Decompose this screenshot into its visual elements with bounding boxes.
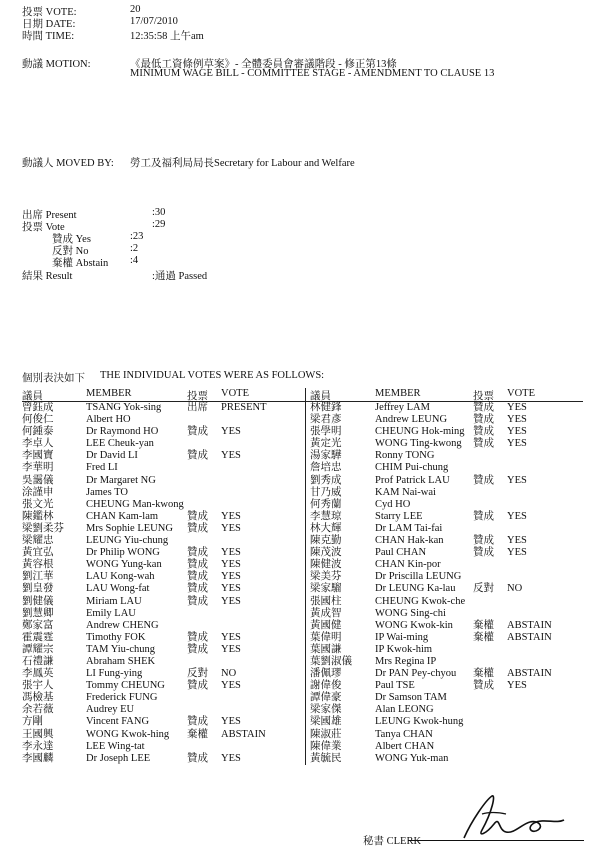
table-row: [22, 620, 305, 632]
vote-cn: 贊成: [187, 547, 208, 559]
member-name-cn: 李永達: [22, 740, 54, 752]
member-name: Andrew CHENG: [86, 619, 159, 631]
table-row: [306, 753, 583, 765]
member-name-cn: 張文光: [22, 498, 54, 510]
member-name-cn: 余若薇: [22, 704, 54, 716]
motion-title-english: MINIMUM WAGE BILL - COMMITTEE STAGE - AMENDMENT TO CLAUSE 13: [130, 68, 495, 79]
member-name: Fred LI: [86, 462, 118, 474]
table-row: [306, 462, 583, 474]
member-name-cn: 葉國謙: [310, 643, 342, 655]
vote-cn: 贊成: [473, 535, 494, 547]
table-row: [306, 402, 583, 414]
member-name-cn: 方剛: [22, 716, 43, 728]
member-name-cn: 潘佩璆: [310, 668, 342, 680]
vote-en: YES: [221, 752, 241, 764]
vote-number-label: 投票 VOTE:: [22, 7, 77, 18]
clerk-signature: [452, 790, 572, 845]
member-name-cn: 陳偉業: [310, 740, 342, 752]
vote-en: YES: [221, 716, 241, 728]
moved-by-value: 勞工及福利局局長Secretary for Labour and Welfare: [130, 158, 355, 169]
yes-label: 贊成 Yes: [52, 234, 91, 245]
member-name: Andrew LEUNG: [375, 414, 448, 426]
member-name-cn: 劉健儀: [22, 595, 54, 607]
member-name: Starry LEE: [375, 510, 423, 522]
member-name-cn: 黃毓民: [310, 752, 342, 764]
time-value: 12:35:58 上午am: [130, 31, 204, 42]
table-row: [306, 704, 583, 716]
member-name: LAU Wong-fat: [86, 583, 150, 595]
member-name: CHAN Hak-kan: [375, 535, 444, 547]
vote-en: YES: [221, 631, 241, 643]
clerk-signature-line: [408, 840, 584, 841]
vote-cn: 贊成: [187, 571, 208, 583]
table-row: [22, 414, 305, 426]
member-name: LEUNG Yiu-chung: [86, 535, 169, 547]
header-vote-cn: 投票: [473, 391, 494, 402]
table-row: [306, 475, 583, 487]
member-name: Albert CHAN: [375, 740, 435, 752]
member-name-cn: 梁美芬: [310, 571, 342, 583]
vote-en: YES: [507, 426, 527, 438]
member-name-cn: 謝偉俊: [310, 680, 342, 692]
member-name-cn: 張宇人: [22, 680, 54, 692]
moved-by-label: 動議人 MOVED BY:: [22, 158, 114, 169]
header-name-cn: 議員: [310, 391, 331, 402]
member-name-cn: 鄭家富: [22, 619, 54, 631]
member-name-cn: 李卓人: [22, 438, 54, 450]
member-name: LEE Wing-tat: [86, 740, 145, 752]
table-row: [22, 511, 305, 523]
table-row: [306, 414, 583, 426]
member-name-cn: 何秀蘭: [310, 498, 342, 510]
vote-en: YES: [507, 474, 527, 486]
member-name-cn: 林大輝: [310, 522, 342, 534]
header-vote: VOTE: [507, 388, 535, 399]
votes-table-left: [22, 388, 305, 765]
member-name: Dr Raymond HO: [86, 426, 159, 438]
member-name-cn: 林健鋒: [310, 402, 342, 413]
table-row: [306, 559, 583, 571]
member-name-cn: 譚耀宗: [22, 643, 54, 655]
vote-en: YES: [221, 450, 241, 462]
member-name: Jeffrey LAM: [375, 402, 430, 413]
vote-en: NO: [221, 668, 237, 680]
member-name: Abraham SHEK: [86, 655, 156, 667]
member-name: WONG Sing-chi: [375, 607, 446, 619]
member-name-cn: 曾鈺成: [22, 402, 54, 413]
vote-count-label: 投票 Vote: [22, 222, 65, 233]
vote-cn: 棄權: [473, 631, 494, 643]
member-name: Timothy FOK: [86, 631, 146, 643]
member-name: IP Kwok-him: [375, 643, 433, 655]
member-name: Dr Samson TAM: [375, 692, 447, 704]
member-name-cn: 霍震霆: [22, 631, 54, 643]
table-row: [306, 668, 583, 680]
table-row: [22, 644, 305, 656]
table-body-right: [306, 402, 583, 765]
vote-cn: 贊成: [187, 680, 208, 692]
table-row: [22, 499, 305, 511]
vote-en: ABSTAIN: [507, 619, 552, 631]
table-row: [22, 547, 305, 559]
vote-en: YES: [221, 510, 241, 522]
member-name-cn: 梁劉柔芬: [22, 522, 64, 534]
vote-en: YES: [221, 643, 241, 655]
member-name: Cyd HO: [375, 498, 411, 510]
member-name-cn: 湯家驊: [310, 450, 342, 462]
table-row: [22, 729, 305, 741]
date-value: 17/07/2010: [130, 16, 178, 27]
table-row: [306, 487, 583, 499]
table-row: [306, 547, 583, 559]
member-name: LEUNG Kwok-hung: [375, 716, 464, 728]
table-row: [22, 535, 305, 547]
member-name: WONG Kwok-hing: [86, 728, 170, 740]
table-row: [306, 596, 583, 608]
member-name: Paul TSE: [375, 680, 415, 692]
vote-cn: 贊成: [187, 643, 208, 655]
member-name-cn: 梁耀忠: [22, 535, 54, 547]
vote-cn: 棄權: [473, 668, 494, 680]
table-row: [306, 523, 583, 535]
member-name-cn: 甘乃威: [310, 486, 342, 498]
member-name: Frederick FUNG: [86, 692, 158, 704]
vote-cn: 贊成: [473, 426, 494, 438]
vote-cn: 棄權: [187, 728, 208, 740]
member-name-cn: 李慧琼: [310, 510, 342, 522]
member-name: Prof Patrick LAU: [375, 474, 450, 486]
no-label: 反對 No: [52, 246, 89, 257]
vote-cn: 反對: [187, 668, 208, 680]
member-name: Dr Philip WONG: [86, 547, 160, 559]
vote-en: YES: [507, 510, 527, 522]
member-name-cn: 李國寶: [22, 450, 54, 462]
member-name: Alan LEONG: [375, 704, 434, 716]
table-row: [306, 535, 583, 547]
member-name-cn: 梁家傑: [310, 704, 342, 716]
member-name: Emily LAU: [86, 607, 136, 619]
vote-en: YES: [507, 438, 527, 450]
member-name: Miriam LAU: [86, 595, 142, 607]
member-name: Tommy CHEUNG: [86, 680, 165, 692]
member-name-cn: 劉慧卿: [22, 607, 54, 619]
vote-en: YES: [507, 680, 527, 692]
table-row: [22, 583, 305, 595]
member-name: WONG Ting-kwong: [375, 438, 462, 450]
individual-heading-english: THE INDIVIDUAL VOTES WERE AS FOLLOWS:: [100, 370, 325, 381]
member-name-cn: 黃宜弘: [22, 547, 54, 559]
member-name: TAM Yiu-chung: [86, 643, 156, 655]
member-name: Audrey EU: [86, 704, 135, 716]
vote-cn: 贊成: [473, 438, 494, 450]
member-name: IP Wai-ming: [375, 631, 429, 643]
table-body-left: [22, 402, 305, 765]
member-name-cn: 陳茂波: [310, 547, 342, 559]
member-name-cn: 吳靄儀: [22, 474, 54, 486]
table-row: [306, 620, 583, 632]
member-name: Dr Margaret NG: [86, 474, 156, 486]
vote-number-value: 20: [130, 4, 141, 15]
table-row: [306, 692, 583, 704]
result-label: 結果 Result: [22, 271, 73, 282]
vote-count-value: :29: [152, 219, 166, 230]
member-name: CHEUNG Hok-ming: [375, 426, 465, 438]
table-row: [22, 450, 305, 462]
table-row: [22, 487, 305, 499]
member-name-cn: 何鍾泰: [22, 426, 54, 438]
member-name-cn: 劉秀成: [310, 474, 342, 486]
member-name-cn: 葉劉淑儀: [310, 655, 352, 667]
member-name: CHIM Pui-chung: [375, 462, 449, 474]
abstain-value: :4: [130, 255, 139, 266]
member-name: KAM Nai-wai: [375, 486, 436, 498]
table-row: [306, 741, 583, 753]
table-row: [306, 450, 583, 462]
clerk-label: 秘書 CLERK: [363, 836, 422, 847]
table-row: [22, 632, 305, 644]
member-name-cn: 劉江華: [22, 571, 54, 583]
vote-en: YES: [507, 535, 527, 547]
member-name: Mrs Regina IP: [375, 655, 437, 667]
member-name: James TO: [86, 486, 128, 498]
vote-cn: 贊成: [187, 522, 208, 534]
table-row: [306, 499, 583, 511]
vote-en: ABSTAIN: [221, 728, 266, 740]
member-name: CHEUNG Man-kwong: [86, 498, 184, 510]
member-name: Albert HO: [86, 414, 131, 426]
member-name-cn: 李華明: [22, 462, 54, 474]
member-name-cn: 何俊仁: [22, 414, 54, 426]
time-label: 時間 TIME:: [22, 31, 75, 42]
member-name-cn: 馮檢基: [22, 692, 54, 704]
table-row: [22, 680, 305, 692]
member-name-cn: 黃容根: [22, 559, 54, 571]
vote-cn: 贊成: [473, 510, 494, 522]
vote-cn: 贊成: [473, 414, 494, 426]
table-row: [306, 632, 583, 644]
vote-en: YES: [221, 559, 241, 571]
vote-en: YES: [507, 547, 527, 559]
header-member: MEMBER: [86, 388, 132, 399]
member-name-cn: 梁家騮: [310, 583, 342, 595]
member-name: Tanya CHAN: [375, 728, 433, 740]
vote-en: YES: [221, 522, 241, 534]
member-name-cn: 李國麟: [22, 752, 54, 764]
member-name-cn: 王國興: [22, 728, 54, 740]
table-row: [22, 559, 305, 571]
member-name-cn: 涂謹申: [22, 486, 54, 498]
vote-cn: 贊成: [473, 402, 494, 413]
table-header: [22, 388, 305, 402]
member-name-cn: 譚偉豪: [310, 692, 342, 704]
member-name: Dr David LI: [86, 450, 138, 462]
member-name: LEE Cheuk-yan: [86, 438, 154, 450]
table-row: [22, 523, 305, 535]
header-member: MEMBER: [375, 388, 421, 399]
table-row: [22, 438, 305, 450]
vote-en: YES: [507, 414, 527, 426]
vote-en: YES: [221, 547, 241, 559]
yes-value: :23: [130, 231, 144, 242]
member-name: CHAN Kam-lam: [86, 510, 159, 522]
member-name-cn: 陳克勤: [310, 535, 342, 547]
present-value: :30: [152, 207, 166, 218]
table-row: [22, 426, 305, 438]
table-row: [22, 475, 305, 487]
member-name: Dr LAM Tai-fai: [375, 522, 443, 534]
member-name-cn: 陳健波: [310, 559, 342, 571]
vote-cn: 贊成: [187, 426, 208, 438]
vote-en: YES: [221, 426, 241, 438]
vote-cn: 贊成: [187, 716, 208, 728]
vote-cn: 反對: [473, 583, 494, 595]
header-vote-cn: 投票: [187, 391, 208, 402]
table-header: [306, 388, 583, 402]
abstain-label: 棄權 Abstain: [52, 258, 109, 269]
table-row: [306, 608, 583, 620]
table-row: [306, 511, 583, 523]
vote-cn: 贊成: [187, 510, 208, 522]
no-value: :2: [130, 243, 139, 254]
member-name: WONG Kwok-kin: [375, 619, 453, 631]
motion-title-chinese: 《最低工資條例草案》- 全體委員會審議階段 - 修正第13條: [130, 59, 397, 70]
vote-cn: 贊成: [187, 631, 208, 643]
member-name-cn: 陳鑑林: [22, 510, 54, 522]
table-row: [306, 716, 583, 728]
table-row: [22, 716, 305, 728]
vote-en: ABSTAIN: [507, 668, 552, 680]
vote-en: YES: [221, 583, 241, 595]
member-name-cn: 黃成智: [310, 607, 342, 619]
table-row: [306, 656, 583, 668]
vote-en: YES: [221, 571, 241, 583]
vote-cn: 贊成: [473, 474, 494, 486]
member-name-cn: 詹培忠: [310, 462, 342, 474]
date-label: 日期 DATE:: [22, 19, 76, 30]
table-row: [22, 692, 305, 704]
table-row: [306, 583, 583, 595]
member-name: Vincent FANG: [86, 716, 150, 728]
table-row: [22, 656, 305, 668]
vote-en: NO: [507, 583, 523, 595]
vote-en: ABSTAIN: [507, 631, 552, 643]
member-name-cn: 黃定光: [310, 438, 342, 450]
vote-cn: 贊成: [187, 450, 208, 462]
table-row: [22, 402, 305, 414]
votes-table-right: [305, 388, 583, 765]
table-row: [22, 741, 305, 753]
member-name: CHEUNG Kwok-che: [375, 595, 466, 607]
member-name: Paul CHAN: [375, 547, 427, 559]
table-row: [22, 596, 305, 608]
vote-cn: 贊成: [187, 583, 208, 595]
individual-heading-chinese: 個別表決如下: [22, 373, 85, 384]
vote-cn: 贊成: [187, 595, 208, 607]
member-name: TSANG Yok-sing: [86, 402, 162, 413]
header-name-cn: 議員: [22, 391, 43, 402]
member-name-cn: 石禮謙: [22, 655, 54, 667]
vote-cn: 棄權: [473, 619, 494, 631]
result-value: :通過 Passed: [152, 271, 208, 282]
table-row: [306, 729, 583, 741]
table-row: [306, 426, 583, 438]
member-name: Ronny TONG: [375, 450, 435, 462]
member-name-cn: 梁君彥: [310, 414, 342, 426]
vote-cn: 贊成: [187, 752, 208, 764]
member-name: WONG Yuk-man: [375, 752, 449, 764]
vote-cn: 贊成: [187, 559, 208, 571]
table-row: [22, 704, 305, 716]
table-row: [22, 608, 305, 620]
member-name-cn: 黃國健: [310, 619, 342, 631]
table-row: [22, 668, 305, 680]
vote-en: PRESENT: [221, 402, 267, 413]
present-label: 出席 Present: [22, 210, 77, 221]
vote-cn: 贊成: [473, 547, 494, 559]
member-name-cn: 張學明: [310, 426, 342, 438]
member-name-cn: 劉皇發: [22, 583, 54, 595]
vote-cn: 出席: [187, 402, 208, 413]
motion-label: 動議 MOTION:: [22, 59, 91, 70]
vote-en: YES: [507, 402, 527, 413]
member-name: Dr Priscilla LEUNG: [375, 571, 462, 583]
table-row: [306, 644, 583, 656]
member-name: Dr PAN Pey-chyou: [375, 668, 457, 680]
member-name: LAU Kong-wah: [86, 571, 155, 583]
member-name: Dr LEUNG Ka-lau: [375, 583, 456, 595]
member-name: Dr Joseph LEE: [86, 752, 151, 764]
table-row: [306, 571, 583, 583]
table-row: [306, 680, 583, 692]
member-name-cn: 李鳳英: [22, 668, 54, 680]
vote-en: YES: [221, 595, 241, 607]
member-name-cn: 陳淑莊: [310, 728, 342, 740]
member-name-cn: 梁國雄: [310, 716, 342, 728]
table-row: [306, 438, 583, 450]
vote-en: YES: [221, 680, 241, 692]
vote-cn: 贊成: [473, 680, 494, 692]
member-name: Mrs Sophie LEUNG: [86, 522, 173, 534]
header-vote: VOTE: [221, 388, 249, 399]
member-name: CHAN Kin-por: [375, 559, 441, 571]
member-name-cn: 葉偉明: [310, 631, 342, 643]
member-name-cn: 張國柱: [310, 595, 342, 607]
member-name: WONG Yung-kan: [86, 559, 162, 571]
member-name: LI Fung-ying: [86, 668, 143, 680]
table-row: [22, 753, 305, 765]
table-row: [22, 462, 305, 474]
table-row: [22, 571, 305, 583]
